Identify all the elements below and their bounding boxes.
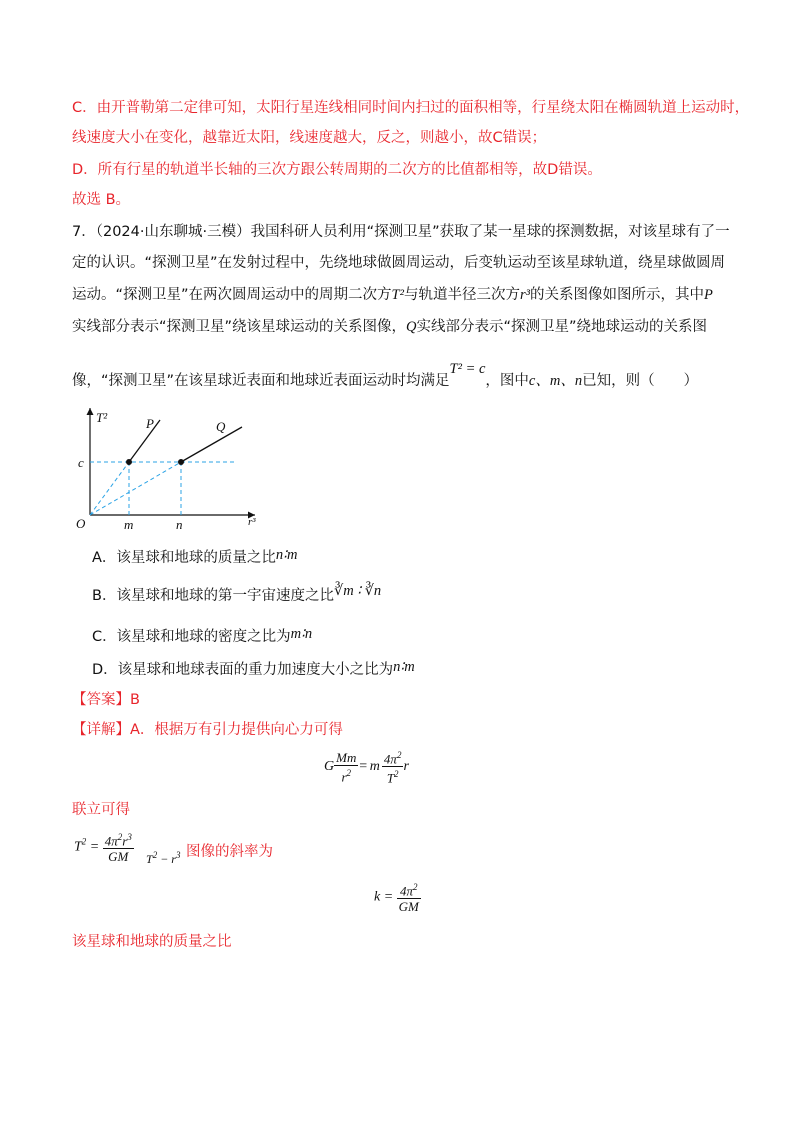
prev-option-c-line2: 线速度大小在变化，越靠近太阳，线速度越大，反之，则越小，故C错误； — [72, 130, 547, 146]
question-line-2: 定的认识。“探测卫星”在发射过程中，先绕地球做圆周运动，后变轨运动至该星球轨道，绕星球做圆周 — [72, 255, 726, 271]
explanation-intro: 【详解】A．根据万有引力提供向心力可得 — [72, 722, 343, 738]
question-line-4: 实线部分表示“探测卫星”绕该星球运动的关系图像，Q实线部分表示“探测卫星”绕地球运动的关系图 — [72, 319, 708, 335]
prev-option-d: D．所有行星的轨道半长轴的三次方跟公转周期的二次方的比值都相等，故D错误。 — [72, 162, 602, 178]
x-axis-label: r³ — [248, 516, 256, 528]
answer — [72, 690, 140, 710]
question-line-1: 7．（2024·山东聊城·三模）我国科研人员利用“探测卫星”获取了某一星球的探测数据，对该星球有了一 — [72, 224, 730, 240]
c-label: c — [78, 455, 84, 470]
line-p — [129, 420, 160, 462]
option-c[interactable]: C．该星球和地球的密度之比为m∶n — [92, 626, 313, 645]
n-label: n — [176, 517, 183, 532]
point-q — [178, 459, 184, 465]
p-dashed-extension — [90, 462, 129, 515]
explanation-slope-text: 图像的斜率为 — [186, 844, 273, 860]
p-label: P — [146, 416, 154, 431]
equation-period: $T^2$ = $\frac{4\pi^2r^3}{GM}$ — [74, 832, 132, 865]
explanation-last: 该星球和地球的质量之比 — [72, 934, 232, 950]
option-d[interactable]: D．该星球和地球表面的重力加速度大小之比为n∶m — [92, 659, 415, 678]
question-line-5: 像，“探测卫星”在该星球近表面和地球近表面运动时均满足T² = c，图中c、m、n已知，则（ ） — [72, 361, 699, 389]
prev-option-c-line1: C．由开普勒第二定律可知，太阳行星连线相同时间内扫过的面积相等，行星绕太阳在椭圆轨道上运动时， — [72, 100, 750, 116]
y-axis-label: T² — [96, 410, 108, 425]
answer-value: B — [130, 692, 140, 708]
answer-label: 【答案】 — [72, 692, 130, 708]
q-label: Q — [216, 419, 226, 434]
explanation-combine: 联立可得 — [72, 802, 130, 818]
t2-r3-graph — [70, 400, 270, 535]
line-q — [181, 427, 242, 462]
point-p — [126, 459, 132, 465]
q-dashed-extension — [90, 462, 181, 515]
option-a[interactable]: A．该星球和地球的质量之比n∶m — [92, 547, 298, 566]
equation-gravity: G $\frac{Mm}{r^2}$ = m $\frac{4\pi^2}{T^2}$ r — [324, 749, 409, 786]
prev-conclusion: 故选 B。 — [72, 192, 131, 208]
t2-r3-symbol: $T^2 - r^3$ — [146, 850, 181, 866]
option-b[interactable]: B．该星球和地球的第一宇宙速度之比∛m ∶ ∛n — [92, 583, 382, 604]
m-label: m — [124, 517, 134, 532]
origin-label: O — [76, 516, 86, 531]
equation-slope: k = $\frac{4\pi^2}{GM}$ — [374, 882, 419, 915]
question-line-3: 运动。“探测卫星”在两次圆周运动中的周期二次方T²与轨道半径三次方r³的关系图像如图所示，其中P — [72, 287, 713, 303]
